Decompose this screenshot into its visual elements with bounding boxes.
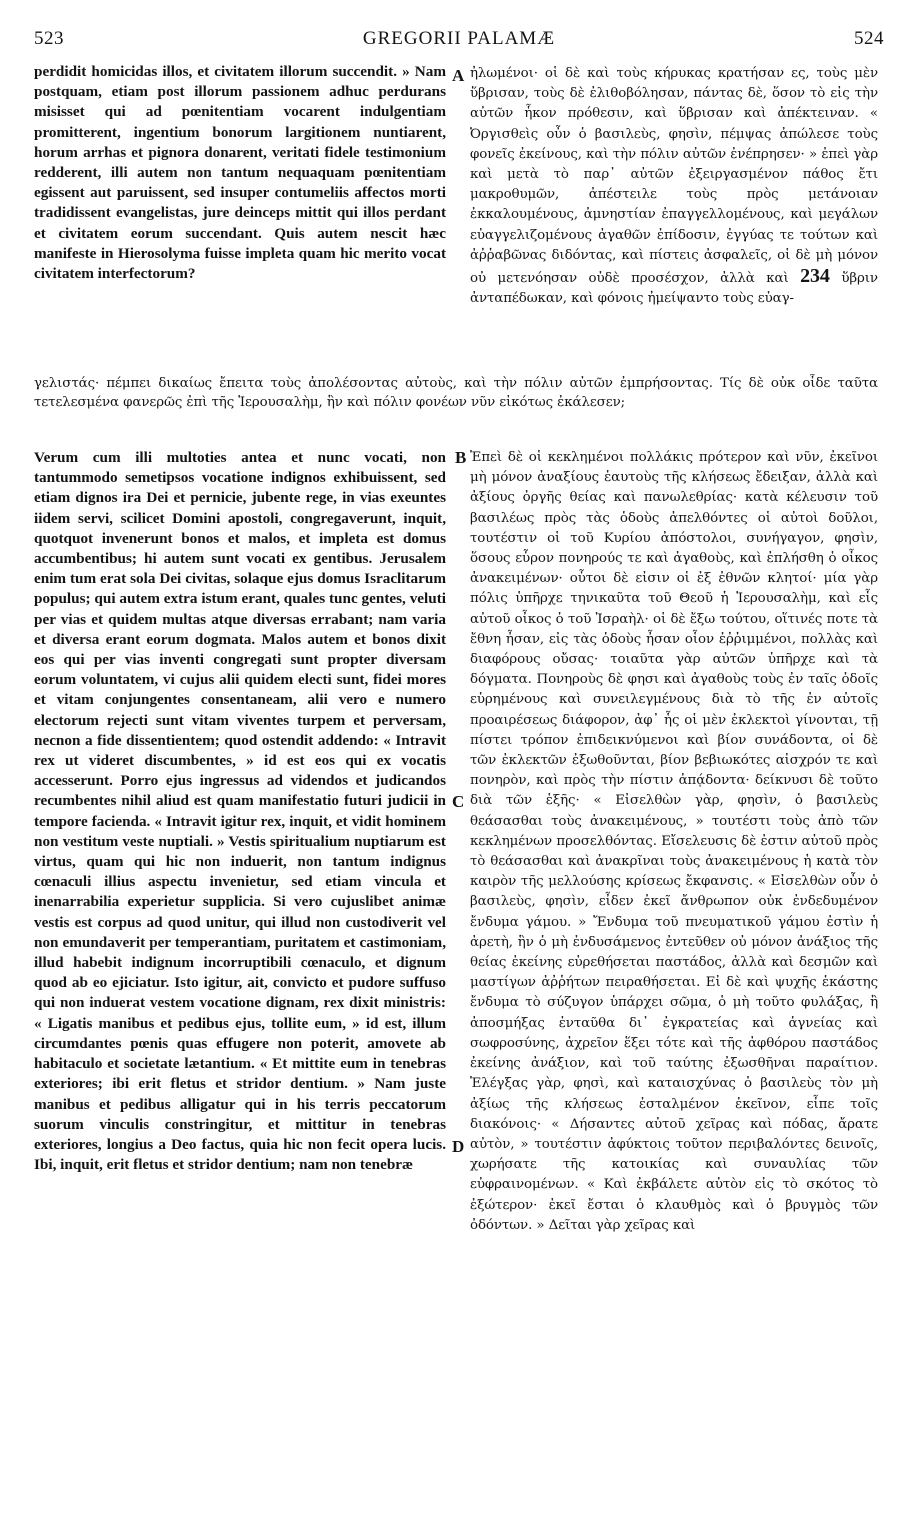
greek-paragraph-1-text: ἠλωμένοι· οἱ δὲ καὶ τοὺς κήρυκας κρατήσαν ες, τοὺς μὲν ὕβρισαν, τοὺς δὲ ἐλιθοβόλησαν, πάντας δὲ, ὅσον τὸ εἰς τὴν αὐτῶν ἧκον πρόθεσιν, καὶ ὕβρισαν καὶ ἀπέκτειναν. « Ὀργισθεὶς οὖν ὁ βασιλεὺς, φησὶν, πέμψας ἀπώλεσε τοὺς φονεῖς ἐκείνους, καὶ τὴν πόλιν αὐτῶν ἐνέπρησεν· » ἐπεὶ γὰρ καὶ μετὰ τὸ παρ᾽ αὐτῶν ἐξειργασμένον πάθος ἔτι μακροθυμῶν, ἀπέστειλε τοὺς πρὸς μετάνοιαν ἐκκαλουμένους, ἀμνηστίαν ἐπαγγελλομένους, καὶ μεγάλων εὐαγγελιζομένους ἀγαθῶν ἐπίδοσιν, ἐγγύας τε τούτων καὶ ἀῤῥαβῶνας διδόντας, καὶ πίστεις ἀσφαλεῖς, οἱ δὲ μὴ μόνον οὐ μετενόησαν οὐδὲ προσέσχον, ἀλλὰ καὶ: [470, 66, 878, 287]
latin-column-main: [34, 448, 446, 1513]
margin-marker-b: B: [455, 448, 467, 467]
greek-column-main: [470, 448, 878, 1513]
latin-paragraph-2: Verum cum illi multoties antea et nunc vocati, non tantummodo semetipsos vocatione indignos exhibuissent, sed etiam dignos ira Dei et pernicie, jubente rege, in vias exeuntes iidem servi, scilicet Domini apostoli, congregaverunt, inquit, quotquot invenerunt bonos et malos, et impleta est domus accumbentibus; hi autem sunt vocati ex gentibus. Jerusalem enim tum erat sola Dei civitas, solaque ejus domus Israclitarum populus; qui autem extra istum erant, quales tunc gentes, veluti per vias et quidem multas atque diversas errabant; nam varia et diversa erant eorum dogmata. Malos autem et bonos dixit eos qui per vias inventi congregati sunt propter diversam eorum voluntatem, vi cujus alii quidem electi sunt, fidei mores et vitam conjungentes consentaneam, alii vero e numero electorum rejecti sunt vitam viventes turpem et perversam, necnon a fide dissentientem; quod ostendit addendo: « Intravit rex ut videret discumbentes, » id est eos qui ex vocatis accesserunt. Porro ejus ingressus ad videndos et judicandos recumbentes nihil aliud est quam manifestatio futuri judicii in tempore facienda. « Intravit igitur rex, inquit, et vidit hominem non vestitum veste nuptiali. » Vestis spiritualium nuptiarum est virtus, quam qui hic non induerit, non tantum indignus cœnaculi illius aspectu invenietur, sed etiam vincula et inenarrabilia experietur supplicia. Si vero cujuslibet animæ vestis est corpus ad quod unitur, qui illud non custodiverit vel non emundaverit per temperantiam, puritatem et castimoniam, illud habebit indignum incorruptibili cœnaculo, et dignum quod ab eo ejiciatur. Isto igitur, ait, convicto et pudore suffuso qui non induerat vestem vocatione dignam, rex dixit ministris: « Ligatis manibus et pedibus ejus, tollite eum, » id est, illum circumdantes pœnis quas effugere non poterit, amovete ab habitaculo et societate lætantium. « Et mittite eum in tenebras exteriores; ibi erit fletus et stridor dentium. » Nam juste manibus et pedibus alligatur qui in his terris peccatorum suorum vinculis constringitur, et mittitur in tenebras exteriores, longius a Deo factus, quia hic non fecit opera lucis. Ibi, inquit, erit fletus et stridor dentium; nam non tenebræ: [34, 449, 446, 1174]
page-number-right: 524: [854, 28, 884, 49]
greek-paragraph-2: Ἐπεὶ δὲ οἱ κεκλημένοι πολλάκις πρότερον καὶ νῦν, ἐκεῖνοι μὴ μόνον ἀναξίους ἑαυτοὺς τῆς κλήσεως ἔδειξαν, ἀλλὰ καὶ ἀξίους ὀργῆς θείας καὶ πανωλεθρίας· κατὰ κέλευσιν τοῦ βασιλέως πρὸς τὰς ὁδοὺς ἀπελθόντες οἱ αὐτοὶ δοῦλοι, τουτέστιν οἱ τοῦ Κυρίου ἀπόστολοι, συνήγαγον, φησὶν, ὅσους εὗρον πονηρούς τε καὶ ἀγαθοὺς, καὶ ἐπλήσθη ὁ οἶκος ἀνακειμένων· οὗτοι δὲ εἰσιν οἱ ἐξ ἐθνῶν κλητοί· μία γὰρ πόλις ὑπῆρχε τηνικαῦτα τοῦ Θεοῦ ἡ Ἱερουσαλὴμ, καὶ εἷς αὐτοῦ οἶκος ὁ τοῦ Ἰσραὴλ· οἱ δὲ ἔξω τούτου, οἵτινές ποτε τὰ ἔθνη ἦσαν, εἰς τὰς ὁδοὺς ἦσαν οἷον ἐῤῥιμμένοι, πολλὰς καὶ διαφόρους οὔσας· τοιαῦτα γὰρ αὐτῶν ὑπῆρχε καὶ τὰ δόγματα. Πονηροὺς δὲ φησι καὶ ἀγαθοὺς τοὺς ἐν ταῖς ὁδοῖς εὑρημένους καὶ συνειλεγμένους διὰ τὸ τῆς ἐν αὐτοῖς προαιρέσεως διάφορον, ἀφ᾽ ἧς οἱ μὲν ἐκλεκτοὶ γίνονται, τῇ πίστει τρόπον ἐπιδεικνύμενοι καὶ βίον συνάδοντα, οἱ δὲ τῶν ἐκλεκτῶν ἐξωθοῦνται, βίον βεβιωκότες αἰσχρόν τε καὶ πονηρὸν, καὶ πρὸς τὴν πίστιν ἀπᾴδοντα· δείκνυσι δὲ τοῦτο διὰ τῶν ἑξῆς· « Εἰσελθὼν γὰρ, φησὶν, ὁ βασιλεὺς θεάσασθαι τοὺς ἀνακειμένους, » τουτέστι τοὺς ἀπὸ τῶν κεκλημένων προσελθόντας. Εἴσελευσις δὲ ἐστιν αὐτοῦ πρὸς τὸ θεάσασθαι καὶ ἀνακρῖναι τοὺς ἀνακειμένους ἡ κατὰ τὸν καιρὸν τῆς μελλούσης κρίσεως ἔκφανσις. « Εἰσελθὼν οὖν ὁ βασιλεὺς, φησὶν, εἶδεν ἐκεῖ ἄνθρωπον οὐκ ἐνδεδυμένον ἔνδυμα γάμου. » Ἔνδυμα τοῦ πνευματικοῦ γάμου ἐστὶν ἡ ἀρετὴ, ἣν ὁ μὴ ἐνδυσάμενος ἐντεῦθεν οὐ μόνον ἀνάξιος τῆς θείας ἐκείνης εὑρεθήσεται παστάδος, ἀλλὰ καὶ δεσμῶν καὶ μαστίγων ἀῤῥήτων πειραθήσεται. Εἰ δὲ καὶ ψυχῆς ἑκάστης ἔνδυμα τὸ σύζυγον ὑπάρχει σῶμα, ὁ μὴ τοῦτο φυλάξας, ἢ ἀποσμήξας ἐνταῦθα δι᾽ ἐγκρατείας καὶ ἁγνείας καὶ σωφροσύνης, ἀχρεῖον ἕξει τότε καὶ τῆς ἀφθόρου παστάδος ἐκείνης ἀνάξιον, καὶ τοῦ ταύτης ἐξωσθῆναι παραίτιον. Ἐλέγξας γὰρ, φησὶ, καὶ καταισχύνας ὁ βασιλεὺς τὸν μὴ ἀξίως τῆς κλήσεως ἐσταλμένον ἐκεῖνον, εἶπε τοῖς διακόνοις· « Δήσαντες αὐτοῦ χεῖρας καὶ πόδας, ἄρατε αὐτὸν, » τουτέστιν ἀφύκτοις τοῦτον περιβαλόντες δεινοῖς, χωρήσατε τῆς κατοικίας καὶ συναυλίας τῶν εὐφραινομένων. « Καὶ ἐκβάλετε αὐτὸν εἰς τὸ σκότος τὸ ἐξώτερον· ἐκεῖ ἔσται ὁ κλαυθμὸς καὶ ὁ βρυγμὸς τῶν ὀδόντων. » Δεῖται γὰρ χεῖρας καὶ: [470, 450, 878, 1233]
latin-paragraph-1: perdidit homicidas illos, et civitatem illorum succendit. » Nam postquam, etiam post illorum passionem adhuc perdurans misisset qui ad pœnitentiam vocarent indulgentiam promitterent, ingentium bonorum largitionem nuntiarent, horum arrhas et pignora donarent, veritati fidele testimonium redderent, illi autem non tantum nequaquam pœnitentiam egissent aut paruissent, sed insuper contumeliis affectos morti tradidissent evangelistas, jure deinceps mittit qui illos perdant et civitatem eorum succendant. Quis autem nescit hæc manifeste in Hierosolyma fuisse impleta quam hic merito vocat civitatem interfectorum?: [34, 63, 446, 283]
column-number: 234: [800, 265, 830, 288]
greek-paragraph-1: [470, 64, 878, 309]
running-title: GREGORII PALAMÆ: [362, 28, 556, 49]
latin-column-top: [34, 62, 446, 370]
greek-paragraph-1-end: ὕβριν ἀνταπέδωκαν, καὶ φόνοις ἠμείψαντο τοὺς εὐαγ-: [470, 271, 878, 307]
margin-marker-d: D: [452, 1137, 465, 1156]
page-number-left: 523: [34, 28, 64, 49]
running-header: [34, 28, 884, 58]
margin-marker-c: C: [452, 792, 465, 811]
greek-continuation: γελιστάς· πέμπει δικαίως ἔπειτα τοὺς ἀπολέσοντας αὐτοὺς, καὶ τὴν πόλιν αὐτῶν ἐμπρήσοντας. Τίς δὲ οὐκ οἶδε ταῦτα τετελεσμένα φανερῶς ἐπὶ τῆς Ἱερουσαλὴμ, ἣν καὶ πόλιν φονέων νῦν εἰκότως ἐκάλεσεν;: [34, 376, 878, 410]
margin-marker-a: A: [452, 66, 465, 85]
greek-column-top: [470, 64, 878, 372]
greek-full-width-lines: [34, 374, 878, 434]
